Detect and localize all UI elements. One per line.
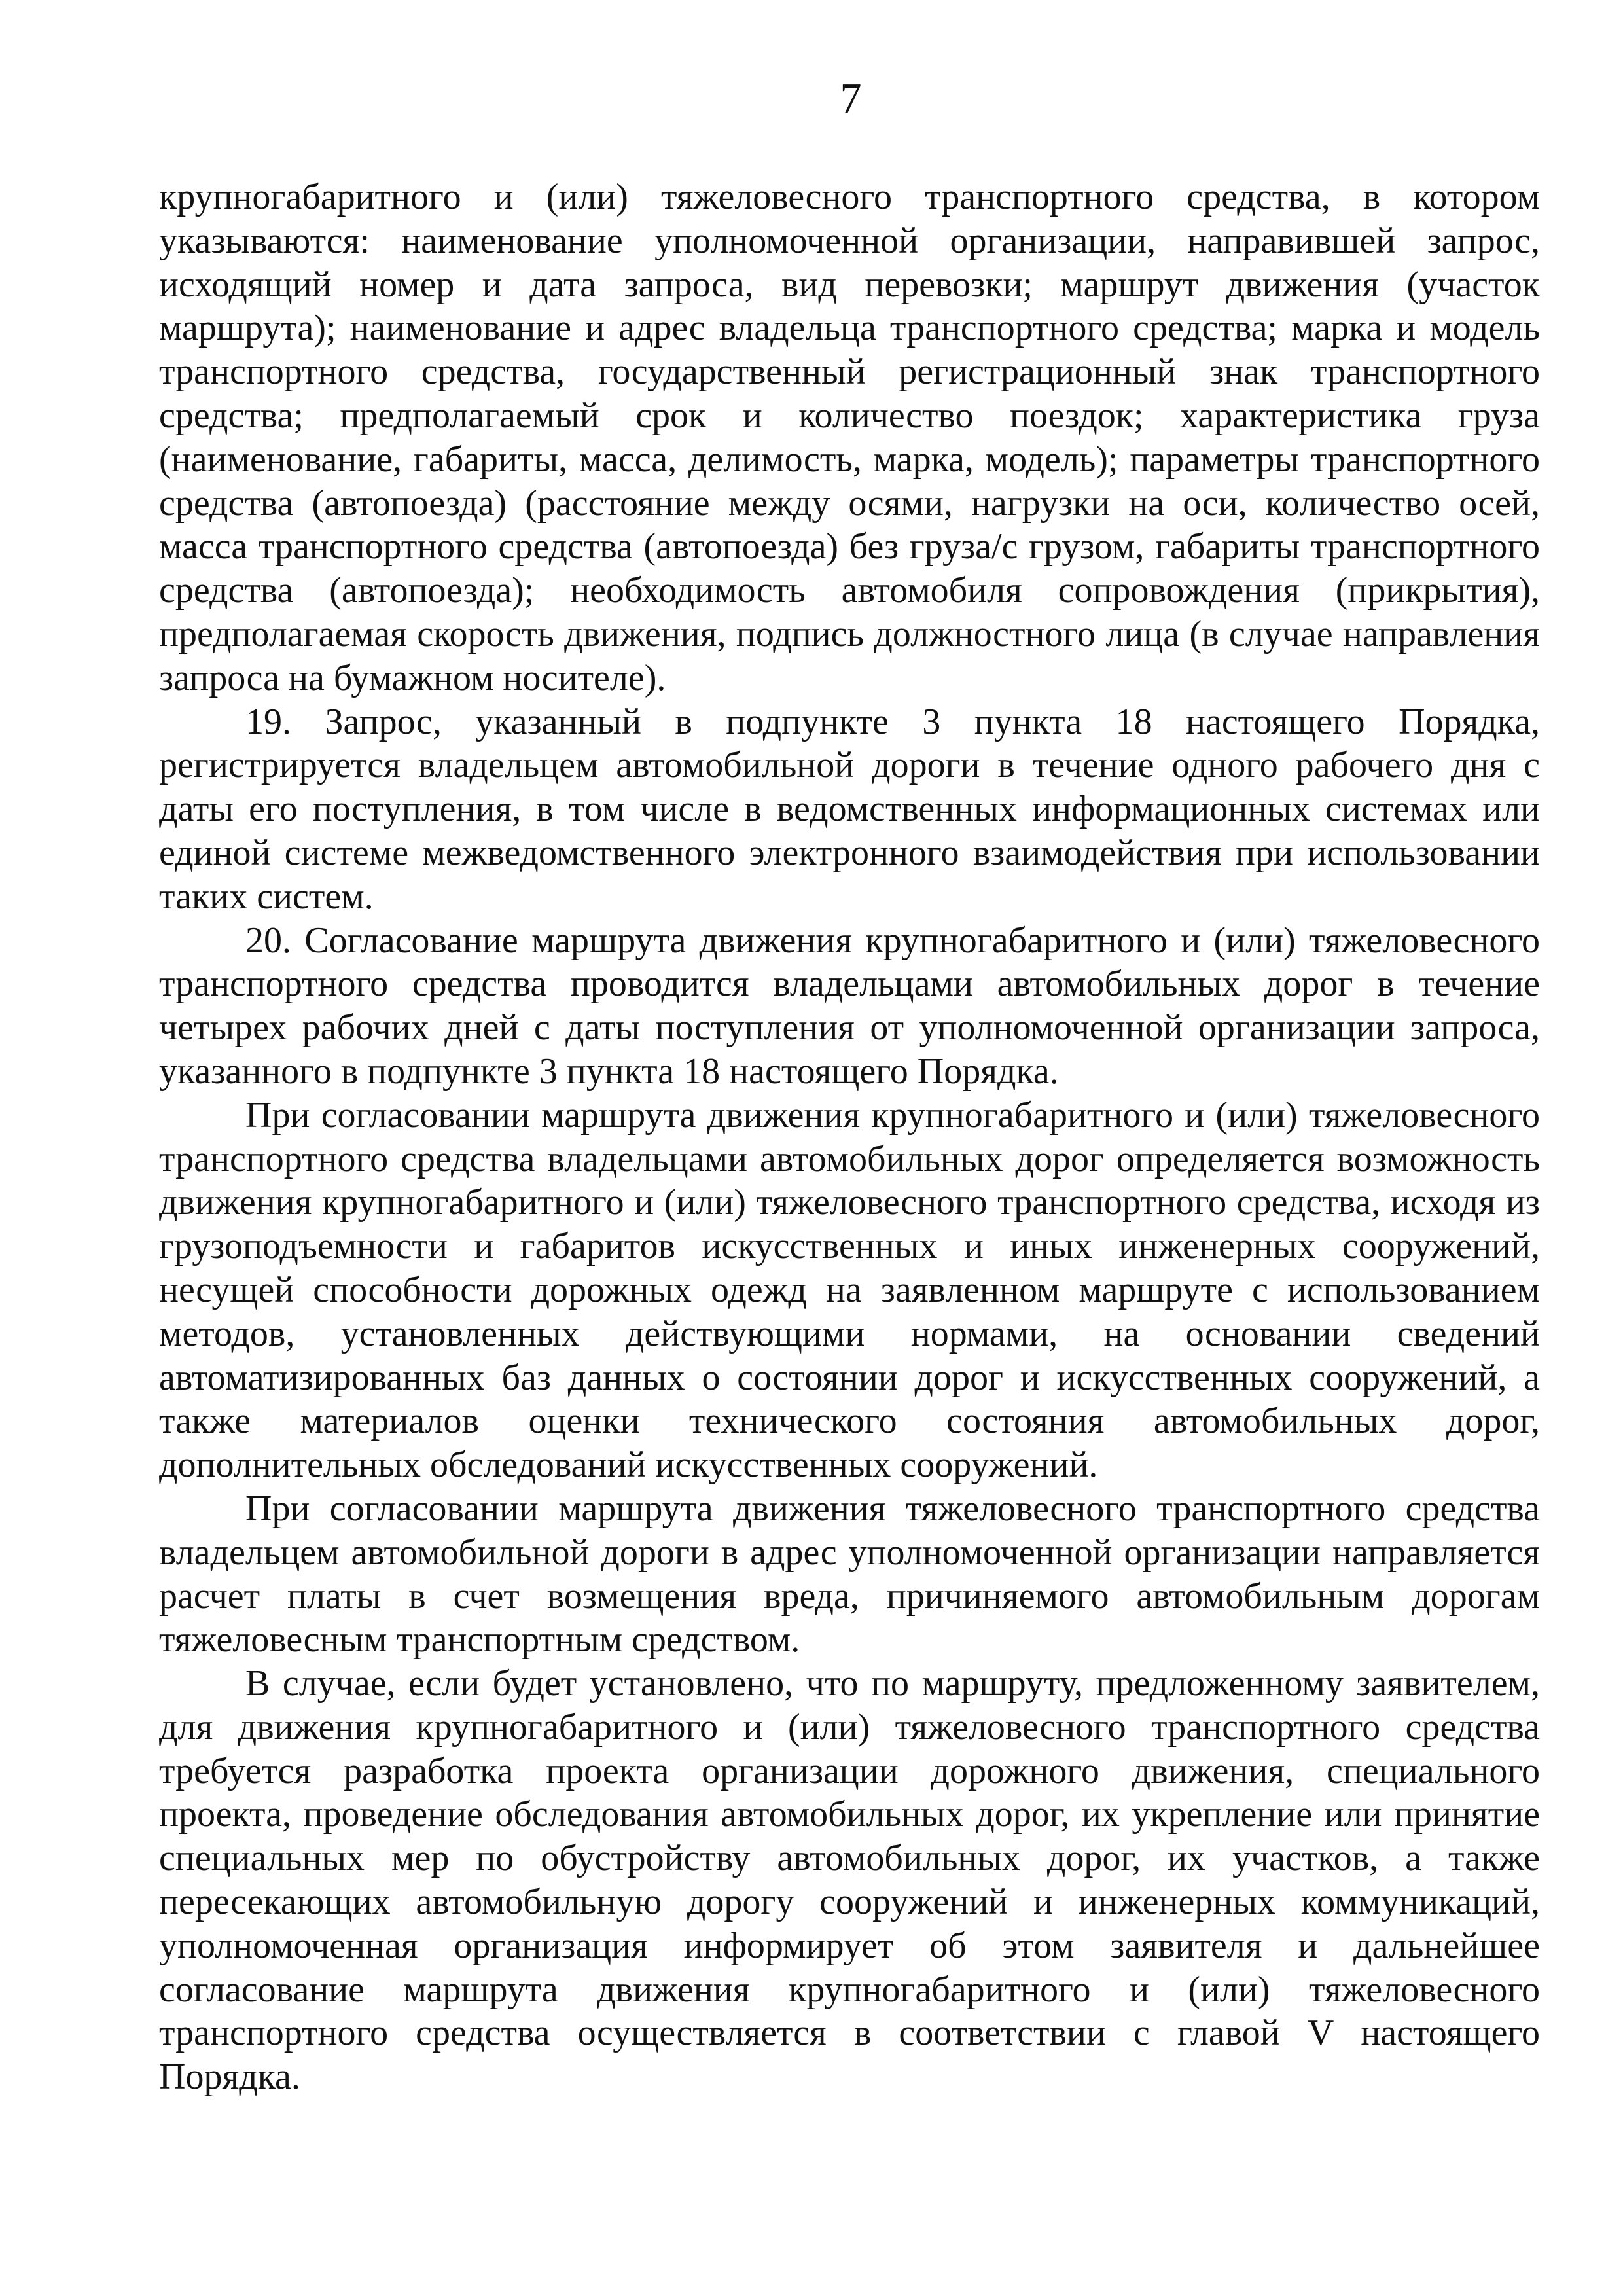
paragraph-route-approval-check: При согласовании маршрута движения крупногабаритного и (или) тяжеловесного транспортного средства владельцами автомобильных дорог определяется возможность движения крупногабаритного и (или) тяжеловесного транспортного средства, исходя из грузоподъемности и габаритов искусственных и иных инженерных сооружений, несущей способности дорожных одежд на заявленном маршруте с использованием методов, установленных действующими нормами, на основании сведений автоматизированных баз данных о состоянии дорог и искусственных сооружений, а также материалов оценки технического состояния автомобильных дорог, дополнительных обследований искусственных сооружений. [159, 1094, 1540, 1486]
document-body [159, 175, 1540, 2099]
paragraph-fee-calculation: При согласовании маршрута движения тяжеловесного транспортного средства владельцем автомобильной дороги в адрес уполномоченной организации направляется расчет платы в счет возмещения вреда, причиняемого автомобильным дорогам тяжеловесным транспортным средством. [159, 1488, 1540, 1660]
paragraph-item-20: 20. Согласование маршрута движения крупногабаритного и (или) тяжеловесного транспортного средства проводится владельцами автомобильных дорог в течение четырех рабочих дней с даты поступления от уполномоченной организации запроса, указанного в подпункте 3 пункта 18 настоящего Порядка. [159, 920, 1540, 1092]
paragraph-item-19: 19. Запрос, указанный в подпункте 3 пункта 18 настоящего Порядка, регистрируется владельцем автомобильной дороги в течение одного рабочего дня с даты его поступления, в том числе в ведомственных информационных системах или единой системе межведомственного электронного взаимодействия при использовании таких систем. [159, 701, 1540, 917]
paragraph-special-measures: В случае, если будет установлено, что по маршруту, предложенному заявителем, для движения крупногабаритного и (или) тяжеловесного транспортного средства требуется разработка проекта организации дорожного движения, специального проекта, проведение обследования автомобильных дорог, их укрепление или принятие специальных мер по обустройству автомобильных дорог, их участков, а также пересекающих автомобильную дорогу сооружений и инженерных коммуникаций, уполномоченная организация информирует об этом заявителя и дальнейшее согласование маршрута движения крупногабаритного и (или) тяжеловесного транспортного средства осуществляется в соответствии с главой V настоящего Порядка. [159, 1663, 1540, 2098]
paragraph-continuation: крупногабаритного и (или) тяжеловесного транспортного средства, в котором указываются: наименование уполномоченной организации, направившей запрос, исходящий номер и дата запроса, вид перевозки; маршрут движения (участок маршрута); наименование и адрес владельца транспортного средства; марка и модель транспортного средства, государственный регистрационный знак транспортного средства; предполагаемый срок и количество поездок; характеристика груза (наименование, габариты, масса, делимость, марка, модель); параметры транспортного средства (автопоезда) (расстояние между осями, нагрузки на оси, количество осей, масса транспортного средства (автопоезда) без груза/с грузом, габариты транспортного средства (автопоезда); необходимость автомобиля сопровождения (прикрытия), предполагаемая скорость движения, подпись должностного лица (в случае направления запроса на бумажном носителе). [159, 177, 1540, 698]
page-number: 7 [840, 75, 862, 122]
